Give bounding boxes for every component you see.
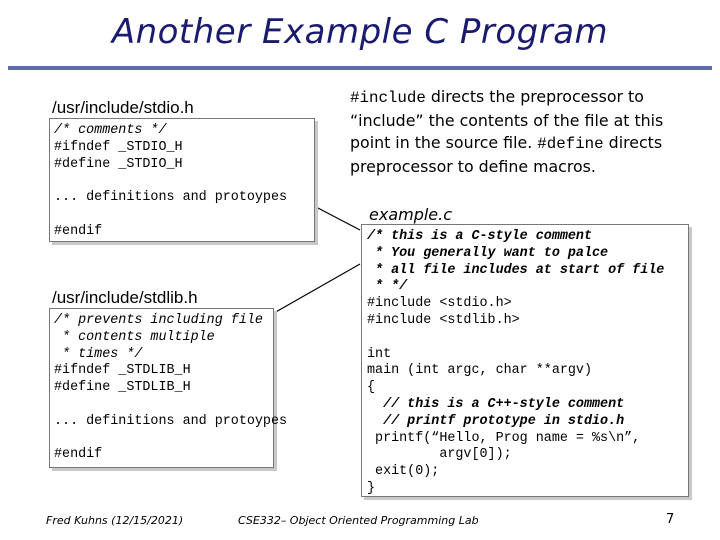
footer-course: CSE332– Object Oriented Programming Lab [238, 514, 479, 527]
footer-author: Fred Kuhns (12/15/2021) [46, 514, 184, 527]
example-code-2: #include <stdlib.h> [367, 312, 520, 328]
stdio-line-6 [54, 207, 314, 224]
example-tail-4: } [367, 480, 376, 496]
example-code-box [361, 224, 689, 497]
stdlib-arrow [274, 264, 360, 313]
example-body-comment-1: // this is a C++-style comment [367, 396, 625, 412]
example-code-3 [367, 330, 688, 347]
example-comment-1: /* this is a C-style comment [367, 229, 592, 244]
example-code-4: int [367, 346, 392, 362]
stdio-line-7: #endif [54, 223, 103, 239]
stdio-line-4 [54, 173, 314, 190]
stdlib-line-3: * times */ [54, 346, 143, 362]
stdio-line-2: #ifndef _STDIO_H [54, 139, 183, 155]
example-tail-3: exit(0); [367, 464, 440, 480]
preprocessor-note [350, 86, 670, 178]
slide-title: Another Example C Program [111, 12, 609, 52]
stdio-line-1: /* comments */ [54, 123, 167, 138]
stdlib-line-2: * contents multiple [54, 329, 215, 345]
example-comment-3: * all file includes at start of file [367, 262, 665, 278]
example-comment-4: * */ [367, 279, 408, 295]
stdlib-code-box [49, 308, 288, 468]
stdlib-line-9: #endif [54, 447, 103, 463]
note-include-keyword: #include [350, 89, 426, 107]
stdlib-path-label: /usr/include/stdlib.h [52, 288, 198, 307]
stdio-arrow [316, 207, 360, 230]
stdlib-line-8 [54, 431, 273, 448]
note-define-keyword: #define [537, 135, 604, 153]
example-code-6: { [367, 380, 376, 396]
stdlib-line-4: #ifndef _STDLIB_H [54, 363, 191, 379]
stdio-line-5: ... definitions and protoypes [54, 190, 288, 206]
stdlib-line-7: ... definitions and protoypes [54, 413, 288, 429]
stdio-path-label: /usr/include/stdio.h [52, 98, 194, 117]
example-comment-2: * You generally want to palce [367, 245, 609, 261]
note-include-text: directs the preprocessor to “include” the contents of the file at this point in the source file. [350, 87, 664, 152]
note-define-text: directs preprocessor to define macros. [350, 133, 663, 176]
stdlib-line-5: #define _STDLIB_H [54, 380, 191, 396]
stdlib-line-1: /* prevents including file [54, 313, 263, 328]
stdlib-line-6 [54, 397, 273, 414]
example-tail-1: printf(“Hello, Prog name = %s\n”, [367, 430, 641, 446]
example-code-5: main (int argc, char **argv) [367, 363, 592, 379]
example-filename-label: example.c [369, 205, 453, 224]
stdio-line-3: #define _STDIO_H [54, 156, 183, 172]
example-code-1: #include <stdio.h> [367, 296, 512, 312]
example-body-comment-2: // printf prototype in stdio.h [367, 413, 625, 429]
example-tail-2: argv[0]); [367, 447, 512, 463]
footer-page-number: 7 [666, 512, 675, 527]
stdio-code-box [49, 118, 315, 242]
